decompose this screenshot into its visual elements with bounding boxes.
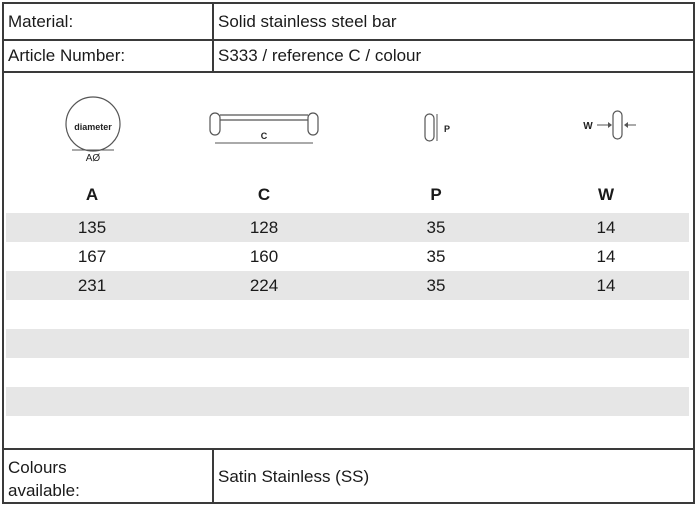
article-number-value: S333 / reference C / colour (218, 46, 422, 65)
header-c: C (257, 185, 271, 204)
projection-diagram (420, 111, 460, 147)
p-dimension-label: P (443, 124, 451, 134)
material-value: Solid stainless steel bar (218, 12, 397, 31)
table-row-empty (6, 387, 689, 416)
table-cell-c: 160 (249, 247, 279, 266)
table-cell-a: 167 (77, 247, 107, 266)
colours-label-line1: Colours (8, 458, 67, 477)
projection-shape (425, 114, 434, 141)
table-cell-w: 14 (596, 218, 616, 237)
material-label: Material: (4, 4, 214, 39)
article-number-label: Article Number: (4, 41, 214, 71)
width-diagram (576, 107, 651, 147)
colours-label (4, 450, 214, 502)
header-w: W (597, 185, 615, 204)
colours-row (4, 450, 693, 502)
header-p: P (430, 185, 442, 204)
c-dimension-label: C (260, 131, 268, 141)
table-cell-a: 231 (77, 276, 107, 295)
article-number-row (4, 41, 693, 73)
table-cell-c: 224 (249, 276, 279, 295)
width-shape (613, 111, 622, 139)
table-row-empty (6, 358, 689, 387)
dimensions-section (4, 73, 693, 450)
table-row (6, 213, 689, 242)
product-spec-sheet (2, 2, 695, 504)
table-cell-w: 14 (596, 276, 616, 295)
right-post (308, 113, 318, 135)
colours-label-line2: available: (8, 481, 80, 500)
diameter-a-label: AØ (85, 153, 101, 163)
table-row-empty (6, 329, 689, 358)
table-cell-w: 14 (596, 247, 616, 266)
table-row-empty (6, 300, 689, 329)
colours-value: Satin Stainless (SS) (218, 467, 370, 486)
header-a: A (85, 185, 99, 204)
diameter-text: diameter (74, 122, 112, 132)
table-cell-p: 35 (426, 247, 446, 266)
w-dimension-label: W (583, 121, 593, 132)
handle-length-diagram (208, 109, 323, 149)
table-cell-c: 128 (249, 218, 279, 237)
diameter-diagram (62, 91, 132, 163)
table-row (6, 242, 689, 271)
table-cell-p: 35 (426, 276, 446, 295)
left-post (210, 113, 220, 135)
table-row (6, 271, 689, 300)
w-arrowhead-left (608, 122, 612, 128)
table-cell-a: 135 (77, 218, 107, 237)
material-row (4, 4, 693, 41)
w-arrowhead-right (624, 122, 628, 128)
table-cell-p: 35 (426, 218, 446, 237)
